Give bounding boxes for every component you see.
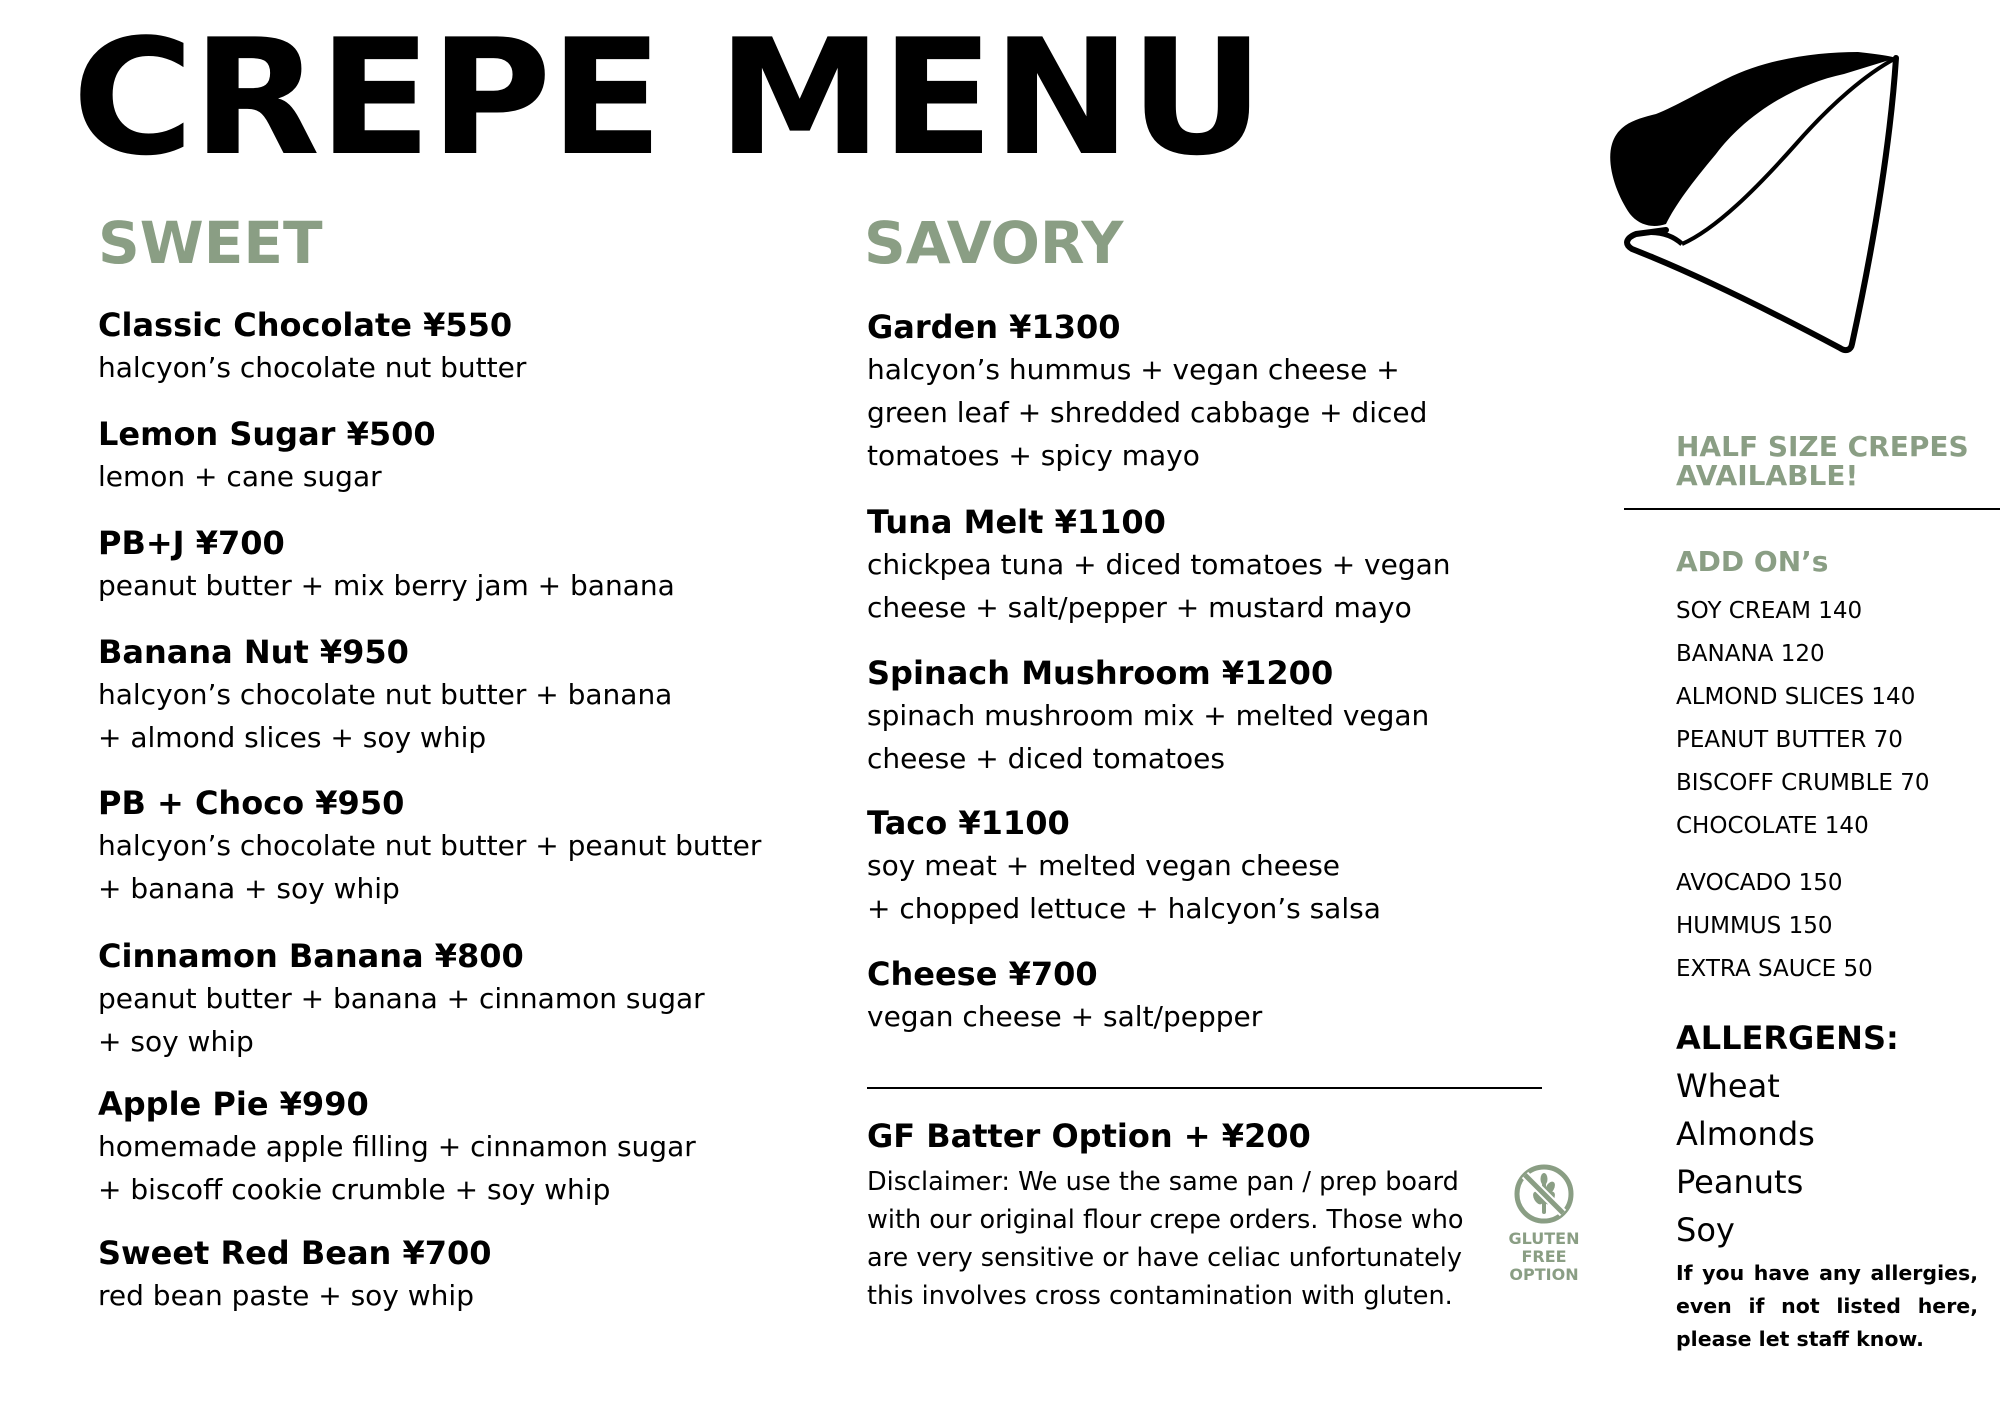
item-name: Apple Pie ¥990 — [98, 1085, 369, 1123]
addon-item: HUMMUS 150 — [1676, 913, 1833, 939]
item-name: Cheese ¥700 — [867, 955, 1098, 993]
addon-item: CHOCOLATE 140 — [1676, 813, 1869, 839]
gf-disclaimer: Disclaimer: We use the same pan / prep board with our original flour crepe orders. Those who are very sensitive or have celiac unfortunately this involves cross contamination with gluten. — [867, 1167, 1464, 1311]
addon-item: AVOCADO 150 — [1676, 870, 1843, 896]
savory-heading: SAVORY — [864, 209, 1124, 277]
item-name: Tuna Melt ¥1100 — [867, 503, 1166, 541]
menu-item — [867, 306, 1567, 477]
menu-item — [867, 953, 1567, 1038]
addons-heading: ADD ON’s — [1676, 545, 1829, 578]
menu-item — [867, 501, 1567, 629]
allergens-heading: ALLERGENS: — [1676, 1019, 1899, 1057]
item-description: spinach mushroom mix + melted vegan cheese + diced tomatoes — [867, 699, 1430, 775]
menu-title: CREPE MENU — [72, 4, 1263, 191]
item-name: Taco ¥1100 — [867, 804, 1070, 842]
item-description: chickpea tuna + diced tomatoes + vegan cheese + salt/pepper + mustard mayo — [867, 548, 1451, 624]
addon-item: ALMOND SLICES 140 — [1676, 684, 1916, 710]
item-description: halcyon’s chocolate nut butter + banana + almond slices + soy whip — [98, 678, 673, 754]
item-description: halcyon’s chocolate nut butter + peanut butter + banana + soy whip — [98, 829, 762, 905]
allergen-item: Wheat — [1676, 1067, 1780, 1105]
gluten-free-badge — [1492, 1162, 1596, 1294]
menu-item — [98, 631, 798, 759]
item-name: PB + Choco ¥950 — [98, 784, 405, 822]
crepe-illustration-icon — [1596, 44, 1926, 384]
item-description: halcyon’s hummus + vegan cheese + green leaf + shredded cabbage + diced tomatoes + spicy mayo — [867, 353, 1428, 472]
allergen-item: Almonds — [1676, 1115, 1815, 1153]
gluten-free-icon — [1512, 1162, 1576, 1226]
item-name: Classic Chocolate ¥550 — [98, 306, 513, 344]
menu-item — [98, 304, 798, 389]
addon-item: PEANUT BUTTER 70 — [1676, 727, 1903, 753]
gf-batter-option: GF Batter Option + ¥200 — [867, 1117, 1311, 1155]
item-description: peanut butter + banana + cinnamon sugar + soy whip — [98, 982, 705, 1058]
menu-item — [867, 652, 1567, 780]
menu-item — [98, 935, 798, 1063]
item-name: Cinnamon Banana ¥800 — [98, 937, 524, 975]
item-description: peanut butter + mix berry jam + banana — [98, 569, 675, 602]
item-name: Spinach Mushroom ¥1200 — [867, 654, 1334, 692]
menu-item — [98, 782, 798, 910]
item-description: soy meat + melted vegan cheese + chopped lettuce + halcyon’s salsa — [867, 849, 1381, 925]
savory-divider — [867, 1087, 1542, 1089]
allergen-item: Soy — [1676, 1211, 1735, 1249]
item-name: Sweet Red Bean ¥700 — [98, 1234, 492, 1272]
addon-item: BANANA 120 — [1676, 641, 1825, 667]
addon-item: BISCOFF CRUMBLE 70 — [1676, 770, 1930, 796]
allergen-item: Peanuts — [1676, 1163, 1804, 1201]
sidebar-divider — [1624, 508, 2000, 510]
item-description: vegan cheese + salt/pepper — [867, 1000, 1263, 1033]
item-description: red bean paste + soy whip — [98, 1279, 474, 1312]
menu-item — [867, 802, 1567, 930]
item-description: homemade apple filling + cinnamon sugar + biscoff cookie crumble + soy whip — [98, 1130, 696, 1206]
menu-item — [98, 522, 798, 607]
addon-item: EXTRA SAUCE 50 — [1676, 956, 1873, 982]
menu-item — [98, 1083, 798, 1211]
menu-item — [98, 1232, 798, 1317]
allergy-note: If you have any allergies, even if not listed here, please let staff know. — [1676, 1261, 1978, 1351]
item-name: PB+J ¥700 — [98, 524, 285, 562]
item-name: Garden ¥1300 — [867, 308, 1121, 346]
item-description: lemon + cane sugar — [98, 460, 382, 493]
half-size-notice: HALF SIZE CREPES AVAILABLE! — [1676, 430, 1969, 492]
addon-item: SOY CREAM 140 — [1676, 598, 1863, 624]
gluten-free-label: GLUTEN FREE OPTION — [1508, 1229, 1580, 1284]
sweet-heading: SWEET — [98, 209, 323, 277]
item-name: Banana Nut ¥950 — [98, 633, 409, 671]
item-description: halcyon’s chocolate nut butter — [98, 351, 527, 384]
item-name: Lemon Sugar ¥500 — [98, 415, 436, 453]
menu-item — [98, 413, 798, 498]
